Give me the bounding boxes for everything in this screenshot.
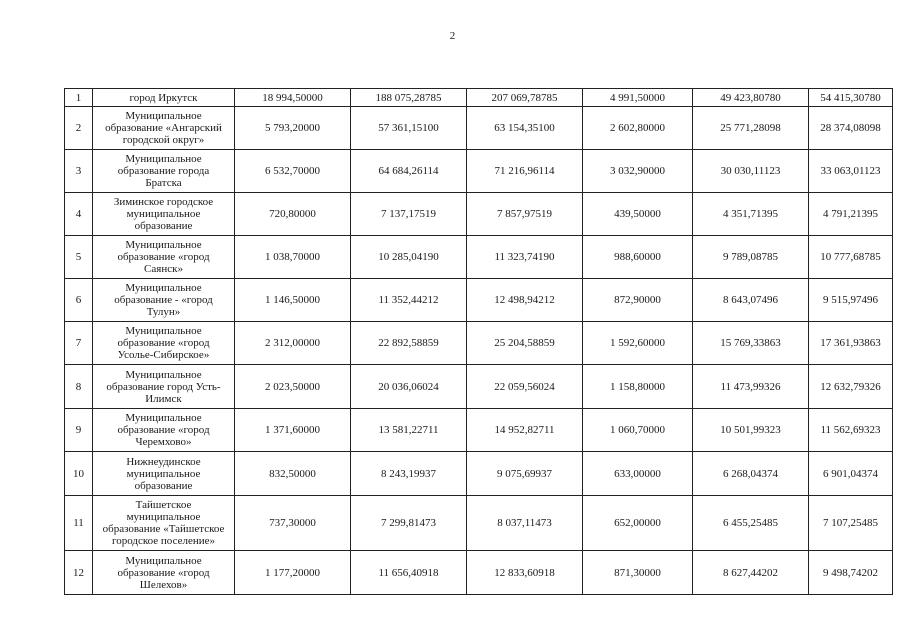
value-cell: 9 515,97496 <box>809 279 893 322</box>
table-row <box>65 150 893 193</box>
table-row <box>65 322 893 365</box>
value-cell: 8 243,19937 <box>351 452 467 496</box>
value-cell: 3 032,90000 <box>583 150 693 193</box>
value-cell: 10 501,99323 <box>693 409 809 452</box>
row-number: 7 <box>65 322 93 365</box>
value-cell: 25 771,28098 <box>693 107 809 150</box>
value-cell: 14 952,82711 <box>467 409 583 452</box>
value-cell: 2 312,00000 <box>235 322 351 365</box>
value-cell: 15 769,33863 <box>693 322 809 365</box>
row-number: 11 <box>65 496 93 551</box>
value-cell: 7 299,81473 <box>351 496 467 551</box>
municipality-name: Муниципальное образование «город Усолье-Сибирское» <box>93 322 235 365</box>
municipality-name: Муниципальное образование - «город Тулун» <box>93 279 235 322</box>
table-row <box>65 409 893 452</box>
row-number: 6 <box>65 279 93 322</box>
value-cell: 1 038,70000 <box>235 236 351 279</box>
value-cell: 9 498,74202 <box>809 551 893 595</box>
value-cell: 11 473,99326 <box>693 365 809 409</box>
table-row <box>65 89 893 107</box>
value-cell: 4 351,71395 <box>693 193 809 236</box>
value-cell: 1 371,60000 <box>235 409 351 452</box>
value-cell: 11 656,40918 <box>351 551 467 595</box>
value-cell: 8 627,44202 <box>693 551 809 595</box>
value-cell: 633,00000 <box>583 452 693 496</box>
municipality-name: Нижнеудинское муниципальное образование <box>93 452 235 496</box>
value-cell: 872,90000 <box>583 279 693 322</box>
value-cell: 7 857,97519 <box>467 193 583 236</box>
row-number: 4 <box>65 193 93 236</box>
value-cell: 207 069,78785 <box>467 89 583 107</box>
value-cell: 18 994,50000 <box>235 89 351 107</box>
table-row <box>65 236 893 279</box>
value-cell: 9 075,69937 <box>467 452 583 496</box>
row-number: 2 <box>65 107 93 150</box>
value-cell: 1 158,80000 <box>583 365 693 409</box>
value-cell: 10 777,68785 <box>809 236 893 279</box>
value-cell: 22 059,56024 <box>467 365 583 409</box>
table-row <box>65 496 893 551</box>
municipality-name: Муниципальное образование города Братска <box>93 150 235 193</box>
value-cell: 9 789,08785 <box>693 236 809 279</box>
value-cell: 11 562,69323 <box>809 409 893 452</box>
value-cell: 54 415,30780 <box>809 89 893 107</box>
table-row <box>65 107 893 150</box>
value-cell: 49 423,80780 <box>693 89 809 107</box>
value-cell: 8 037,11473 <box>467 496 583 551</box>
municipality-name: Муниципальное образование «Ангарский городской округ» <box>93 107 235 150</box>
value-cell: 7 137,17519 <box>351 193 467 236</box>
value-cell: 6 455,25485 <box>693 496 809 551</box>
value-cell: 1 177,20000 <box>235 551 351 595</box>
value-cell: 13 581,22711 <box>351 409 467 452</box>
value-cell: 652,00000 <box>583 496 693 551</box>
value-cell: 1 146,50000 <box>235 279 351 322</box>
municipality-name: Муниципальное образование «город Шелехов» <box>93 551 235 595</box>
value-cell: 63 154,35100 <box>467 107 583 150</box>
value-cell: 832,50000 <box>235 452 351 496</box>
value-cell: 71 216,96114 <box>467 150 583 193</box>
municipality-name: Муниципальное образование город Усть- Илимск <box>93 365 235 409</box>
table-row <box>65 452 893 496</box>
value-cell: 6 268,04374 <box>693 452 809 496</box>
value-cell: 188 075,28785 <box>351 89 467 107</box>
data-table <box>64 88 893 595</box>
value-cell: 737,30000 <box>235 496 351 551</box>
value-cell: 871,30000 <box>583 551 693 595</box>
table-row <box>65 279 893 322</box>
value-cell: 4 791,21395 <box>809 193 893 236</box>
table-row <box>65 193 893 236</box>
value-cell: 6 532,70000 <box>235 150 351 193</box>
value-cell: 8 643,07496 <box>693 279 809 322</box>
value-cell: 12 498,94212 <box>467 279 583 322</box>
value-cell: 30 030,11123 <box>693 150 809 193</box>
municipality-name: город Иркутск <box>93 89 235 107</box>
municipality-name: Зиминское городское муниципальное образование <box>93 193 235 236</box>
row-number: 12 <box>65 551 93 595</box>
row-number: 1 <box>65 89 93 107</box>
value-cell: 7 107,25485 <box>809 496 893 551</box>
table-row <box>65 365 893 409</box>
value-cell: 6 901,04374 <box>809 452 893 496</box>
table-body <box>65 89 893 595</box>
value-cell: 1 060,70000 <box>583 409 693 452</box>
municipality-name: Муниципальное образование «город Черемхово» <box>93 409 235 452</box>
value-cell: 57 361,15100 <box>351 107 467 150</box>
value-cell: 12 833,60918 <box>467 551 583 595</box>
table-row <box>65 551 893 595</box>
value-cell: 33 063,01123 <box>809 150 893 193</box>
value-cell: 12 632,79326 <box>809 365 893 409</box>
value-cell: 28 374,08098 <box>809 107 893 150</box>
value-cell: 439,50000 <box>583 193 693 236</box>
value-cell: 11 323,74190 <box>467 236 583 279</box>
row-number: 8 <box>65 365 93 409</box>
value-cell: 988,60000 <box>583 236 693 279</box>
value-cell: 64 684,26114 <box>351 150 467 193</box>
value-cell: 720,80000 <box>235 193 351 236</box>
row-number: 9 <box>65 409 93 452</box>
value-cell: 2 602,80000 <box>583 107 693 150</box>
value-cell: 11 352,44212 <box>351 279 467 322</box>
row-number: 5 <box>65 236 93 279</box>
municipality-name: Муниципальное образование «город Саянск» <box>93 236 235 279</box>
page-number: 2 <box>449 30 456 42</box>
value-cell: 22 892,58859 <box>351 322 467 365</box>
row-number: 3 <box>65 150 93 193</box>
value-cell: 17 361,93863 <box>809 322 893 365</box>
value-cell: 25 204,58859 <box>467 322 583 365</box>
value-cell: 5 793,20000 <box>235 107 351 150</box>
value-cell: 10 285,04190 <box>351 236 467 279</box>
value-cell: 1 592,60000 <box>583 322 693 365</box>
value-cell: 2 023,50000 <box>235 365 351 409</box>
value-cell: 4 991,50000 <box>583 89 693 107</box>
municipality-name: Тайшетское муниципальное образование «Тайшетское городское поселение» <box>93 496 235 551</box>
value-cell: 20 036,06024 <box>351 365 467 409</box>
row-number: 10 <box>65 452 93 496</box>
